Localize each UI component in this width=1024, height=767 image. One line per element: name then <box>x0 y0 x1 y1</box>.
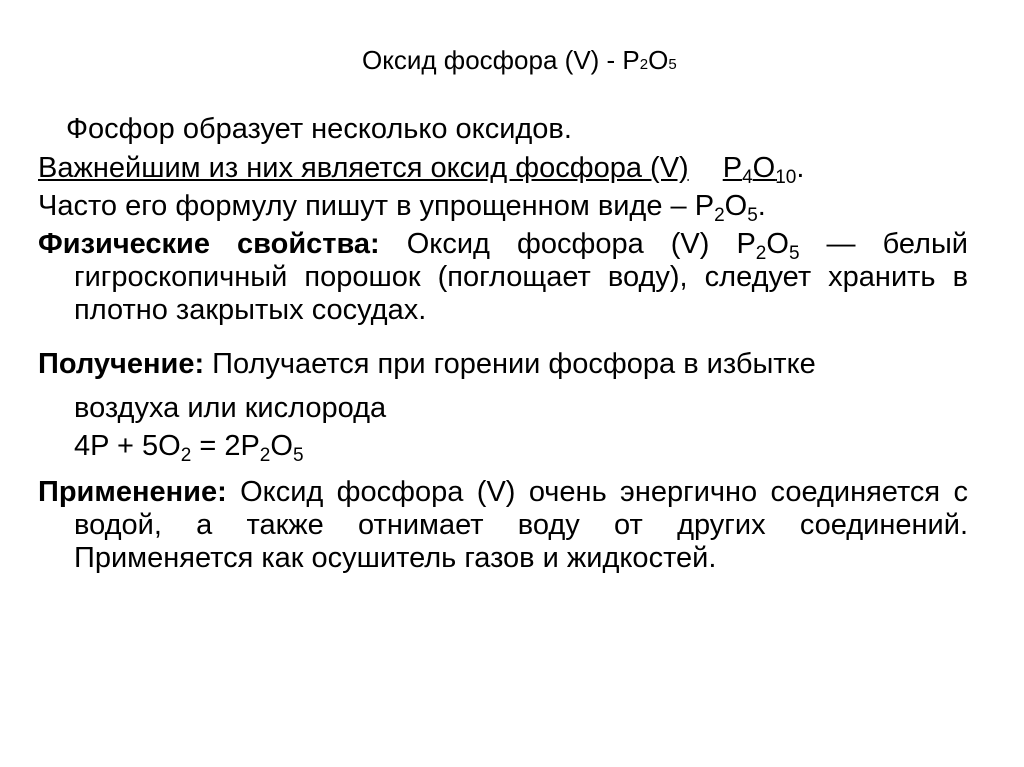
title-subscript-2: 2 <box>639 56 649 73</box>
physical-text-b: — белый гигроскопичный порошок (поглощает воду), следует хранить в плотно закрытых сосудах. <box>74 228 968 326</box>
production-text-b: воздуха или кислорода <box>74 392 387 424</box>
intro-line-3 <box>38 190 968 226</box>
intro-line-1-text: Фосфор образует несколько оксидов. <box>66 113 572 145</box>
slide-title <box>362 45 677 76</box>
equation-sub-3: 5 <box>292 445 304 466</box>
application-paragraph <box>38 476 968 575</box>
intro-line-1 <box>66 113 996 146</box>
production-equation <box>74 430 1004 466</box>
intro-line-3-end: . <box>757 190 766 222</box>
production-label: Получение: <box>38 348 205 380</box>
formula-o: O <box>752 152 776 184</box>
physical-properties-paragraph <box>38 228 968 327</box>
application-label: Применение: <box>38 476 227 508</box>
production-line-2 <box>74 392 1004 425</box>
equation-sub-1: 2 <box>180 445 192 466</box>
equation-part-c: O <box>270 430 293 462</box>
title-subscript-5: 5 <box>668 56 677 73</box>
application-text: Оксид фосфора (V) очень энергично соединяется с водой, а также отнимает воду от других соединений. Применяется как осушитель газов и жидкостей. <box>74 476 968 574</box>
intro-line-2-text: Важнейшим из них является оксид фосфора (V) <box>38 152 689 184</box>
intro-line-2-underlined <box>38 152 797 188</box>
intro-line-2-end: . <box>796 152 805 184</box>
physical-text-a: Оксид фосфора (V) P <box>379 228 756 260</box>
formula-p: P <box>722 152 743 184</box>
production-text-a: Получается при горении фосфора в избытке <box>204 348 816 380</box>
intro-line-3-sub-2: 2 <box>714 205 725 226</box>
production-line-1 <box>38 348 968 381</box>
formula-p-sub: 4 <box>742 167 753 188</box>
formula-o-sub: 10 <box>775 167 797 188</box>
physical-sub-5: 5 <box>788 243 800 264</box>
intro-line-3-sub-5: 5 <box>747 205 758 226</box>
physical-properties-label: Физические свойства: <box>38 228 380 260</box>
intro-line-3-o: O <box>724 190 748 222</box>
equation-part-a: 4P + 5O <box>74 430 181 462</box>
physical-o: O <box>766 228 789 260</box>
title-text: Оксид фосфора (V) - P <box>362 45 640 75</box>
title-oxygen: O <box>648 45 669 75</box>
intro-line-2 <box>38 152 968 188</box>
equation-sub-2: 2 <box>259 445 271 466</box>
equation-part-b: = 2P <box>191 430 260 462</box>
intro-line-3-text: Часто его формулу пишут в упрощенном виде – P <box>38 190 715 222</box>
physical-sub-2: 2 <box>755 243 767 264</box>
